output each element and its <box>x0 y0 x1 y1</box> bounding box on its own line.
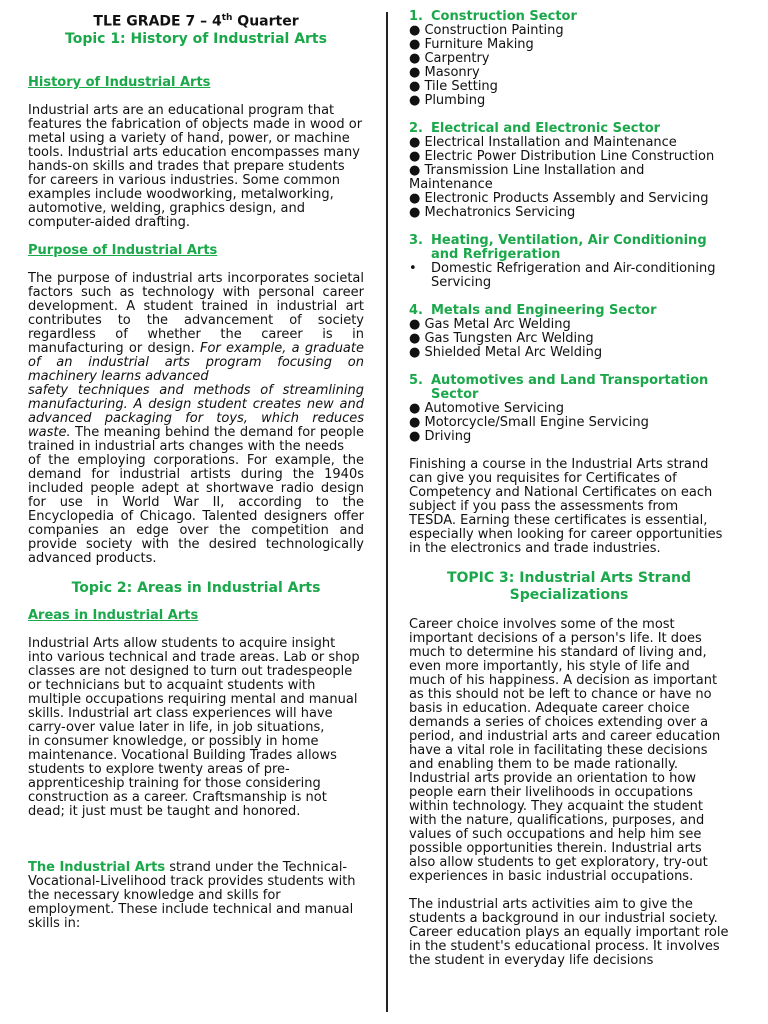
topic3-para2: Industrial arts provide an orientation to how people earn their livelihoods in occupations within technology. They acquaint the student with the nature, qualifications, purposes, and values of such occupations and help him see possible opportunities therein. Industrial arts also allow students to get exploratory, try-out experiences in basic industrial occupations. <box>409 771 708 884</box>
sector-item: ● Tile Setting <box>409 79 498 94</box>
bullet-icon: • <box>409 261 417 276</box>
sector-heading: 4. Metals and Engineering Sector <box>409 303 657 318</box>
bullet-icon: ● <box>409 93 421 108</box>
topic3-para3: The industrial arts activities aim to give the students a background in our industrial society. Career education plays an equally important role in the student's educational process. It involves the student in everyday life decisions <box>409 897 729 968</box>
areas-heading: Areas in Industrial Arts <box>28 607 199 623</box>
sector-heading: 5. Automotives and Land Transportation Sector <box>409 373 709 402</box>
history-body: Industrial arts are an educational program that features the fabrication of objects made in wood or metal using a variety of hand, power, or machine tools. Industrial arts education encompasses many hands-on skills and trades that prepare students for careers in various industries. Some common examples include woodworking, metalworking, automotive, welding, graphics design, and computer-aided drafting. <box>28 102 363 230</box>
bullet-icon: ● <box>409 149 421 164</box>
right-column <box>409 10 729 968</box>
sector-item: ● Furniture Making <box>409 37 534 52</box>
history-heading: History of Industrial Arts <box>28 74 211 90</box>
topic3-title: TOPIC 3: Industrial Arts Strand Specializations <box>446 570 692 603</box>
sector-item: ● Electrical Installation and Maintenance <box>409 135 677 150</box>
sector-item: • Domestic Refrigeration and Air-conditioning Servicing <box>409 261 716 290</box>
certificates-paragraph: Finishing a course in the Industrial Arts strand can give you requisites for Certificates of Competency and National Certificates on each subject if you pass the assessments from TESDA. Earning these certificates is essential, especially when looking for career opportunities in the electronics and trade industries. <box>409 457 723 556</box>
sector-heading: 2. Electrical and Electronic Sector <box>409 121 661 136</box>
strand-lead: The Industrial Arts <box>28 859 166 875</box>
column-divider <box>386 12 388 1012</box>
bullet-icon: ● <box>409 51 421 66</box>
sector-item: ● Plumbing <box>409 93 486 108</box>
sector-item: ● Carpentry <box>409 51 490 66</box>
topic3-para1: Career choice involves some of the most important decisions of a person's life. It does much to determine his standard of living and, even more importantly, his style of life and much of his happiness. A decision as important as this should not be left to chance or have no basis in education. Adequate career choice demands a series of choices extending over a period, and industrial arts and career education have a vital role in facilitating these decisions and enabling them to be made rationally. <box>409 617 721 772</box>
sector-item: ● Gas Metal Arc Welding <box>409 317 571 332</box>
sector-heading: 1. Construction Sector <box>409 9 577 24</box>
purpose-body: The purpose of industrial arts incorporates societal factors such as technology with personal career development. A student trained in industrial art contributes to the advancement of society regardless of whether the career is in manufacturing or design. For example, a graduate of an industrial arts program focusing on machinery learns advanced safety techniques and methods of streamlining manufacturing. A design student creates new and advanced packaging for toys, which reduces waste. The meaning behind the demand for people trained in industrial arts changes with the needs of the employing corporations. For example, the demand for industrial artists during the 1940s included people adept at shortwave radio design for use in World War II, according to the Encyclopedia of Chicago. Talented designers offer companies an edge over the competition and provide society with the desired technologically advanced products. <box>28 270 364 566</box>
bullet-icon: ● <box>409 345 421 360</box>
bullet-icon: ● <box>409 317 421 332</box>
left-column <box>28 10 364 931</box>
strand-paragraph: The Industrial Arts strand under the Technical-Vocational-Livelihood track provides students with the necessary knowledge and skills for employment. These include technical and manual skills in: <box>28 859 356 931</box>
sector-item: ● Motorcycle/Small Engine Servicing <box>409 415 649 430</box>
bullet-icon: ● <box>409 135 421 150</box>
bullet-icon: ● <box>409 401 421 416</box>
bullet-icon: ● <box>409 79 421 94</box>
sector-item: ● Automotive Servicing <box>409 401 564 416</box>
bullet-icon: ● <box>409 37 421 52</box>
sector-item: ● Masonry <box>409 65 480 80</box>
sector-item: ● Electronic Products Assembly and Servicing <box>409 191 709 206</box>
sector-item: ● Gas Tungsten Arc Welding <box>409 331 594 346</box>
bullet-icon: ● <box>409 429 421 444</box>
bullet-icon: ● <box>409 331 421 346</box>
document-title: TLE GRADE 7 – 4th Quarter <box>93 13 299 30</box>
bullet-icon: ● <box>409 191 421 206</box>
sector-item: ● Mechatronics Servicing <box>409 205 576 220</box>
sector-list <box>409 10 729 458</box>
sector-item: ● Shielded Metal Arc Welding <box>409 345 603 360</box>
sector-item: ● Electric Power Distribution Line Construction <box>409 149 715 164</box>
sector-item: ● Construction Painting <box>409 23 564 38</box>
bullet-icon: ● <box>409 205 421 220</box>
sector-heading: 3. Heating, Ventilation, Air Conditioning and Refrigeration <box>409 233 707 262</box>
bullet-icon: ● <box>409 23 421 38</box>
sector-item: ● Driving <box>409 429 472 444</box>
sector-item: ● Transmission Line Installation and Maintenance <box>409 163 645 192</box>
topic2-title: Topic 2: Areas in Industrial Arts <box>71 579 321 596</box>
bullet-icon: ● <box>409 415 421 430</box>
purpose-heading: Purpose of Industrial Arts <box>28 242 218 258</box>
areas-body: Industrial Arts allow students to acquire insight into various technical and trade areas. Lab or shop classes are not designed to turn out tradespeople or technicians but to acquaint students with multiple occupations requiring mental and manual skills. Industrial art class experiences will have carry-over value later in life, in job situations, in consumer knowledge, or possibly in home maintenance. Vocational Building Trades allows students to explore twenty areas of pre-apprenticeship training for those considering construction as a career. Craftsmanship is not dead; it just must be taught and honored. <box>28 635 360 819</box>
bullet-icon: ● <box>409 163 421 178</box>
topic1-title: Topic 1: History of Industrial Arts <box>65 30 327 47</box>
bullet-icon: ● <box>409 65 421 80</box>
